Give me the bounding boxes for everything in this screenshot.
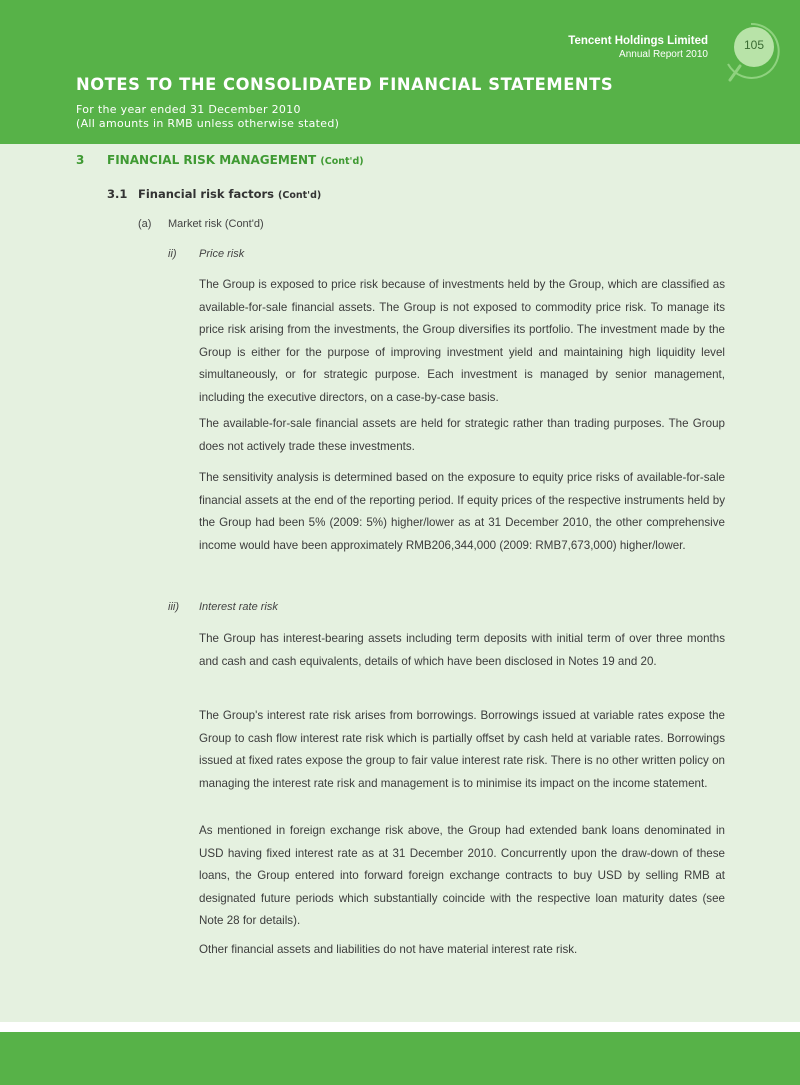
interest-risk-number: iii) <box>168 601 179 613</box>
period-subtitle: For the year ended 31 December 2010 <box>76 103 301 116</box>
page-footer <box>0 1032 800 1085</box>
section-number: 3 <box>76 153 85 167</box>
company-name: Tencent Holdings Limited <box>568 35 708 47</box>
subsection-title: Financial risk factors <box>138 187 275 201</box>
page-header <box>0 0 800 144</box>
page-number: 105 <box>743 38 765 52</box>
subsection-number: 3.1 <box>107 187 128 201</box>
price-risk-paragraph: The Group is exposed to price risk because of investments held by the Group, which are classified as available-for-sale financial assets. The Group is not exposed to commodity price risk. To manage its price risk arising from the investments, the Group diversifies its portfolio. The investment made by the Group is either for the purpose of improving investment yield and maintaining high liquidity level simultaneously, or for strategic purpose. Each investment is managed by senior management, including the executive directors, on a case-by-case basis. <box>199 278 725 404</box>
item-a-number: (a) <box>138 218 152 230</box>
interest-risk-heading: Interest rate risk <box>199 601 278 613</box>
section-heading <box>107 153 364 167</box>
price-risk-heading: Price risk <box>199 248 245 260</box>
page-title: NOTES TO THE CONSOLIDATED FINANCIAL STATEMENTS <box>76 75 614 95</box>
subsection-cont: (Cont'd) <box>278 190 322 201</box>
interest-risk-paragraph: The Group's interest rate risk arises from borrowings. Borrowings issued at variable rates expose the Group to cash flow interest rate risk which is partially offset by cash held at variable rates. Borrowings issued at fixed rates expose the group to fair value interest rate risk. There is no other written policy on managing the interest rate risk and management is to minimise its impact on the income statement. <box>199 709 725 790</box>
subsection-heading <box>138 187 321 201</box>
section-cont: (Cont'd) <box>320 156 364 167</box>
report-name: Annual Report 2010 <box>619 49 708 60</box>
footer-divider <box>0 1022 800 1032</box>
item-a-label: Market risk (Cont'd) <box>168 218 264 230</box>
interest-risk-paragraph: As mentioned in foreign exchange risk above, the Group had extended bank loans denominated in USD having fixed interest rate as at 31 December 2010. Concurrently upon the draw-down of these loans, the Group entered into forward foreign exchange contracts to buy USD by selling RMB at designated future periods which substantially coincide with the respective loan maturity dates (see Note 28 for details). <box>199 824 725 928</box>
currency-subtitle: (All amounts in RMB unless otherwise stated) <box>76 117 340 130</box>
price-risk-paragraph: The available-for-sale financial assets are held for strategic rather than trading purposes. The Group does not actively trade these investments. <box>199 417 725 453</box>
price-risk-paragraph: The sensitivity analysis is determined based on the exposure to equity price risks of available-for-sale financial assets at the end of the reporting period. If equity prices of the respective instruments held by the Group had been 5% (2009: 5%) higher/lower as at 31 December 2010, the other comprehensive income would have been approximately RMB206,344,000 (2009: RMB7,673,000) higher/lower. <box>199 471 725 552</box>
interest-risk-paragraph: Other financial assets and liabilities do not have material interest rate risk. <box>199 943 578 956</box>
price-risk-number: ii) <box>168 248 177 260</box>
interest-risk-paragraph: The Group has interest-bearing assets including term deposits with initial term of over three months and cash and cash equivalents, details of which have been disclosed in Notes 19 and 20. <box>199 632 725 668</box>
section-title: FINANCIAL RISK MANAGEMENT <box>107 153 317 167</box>
